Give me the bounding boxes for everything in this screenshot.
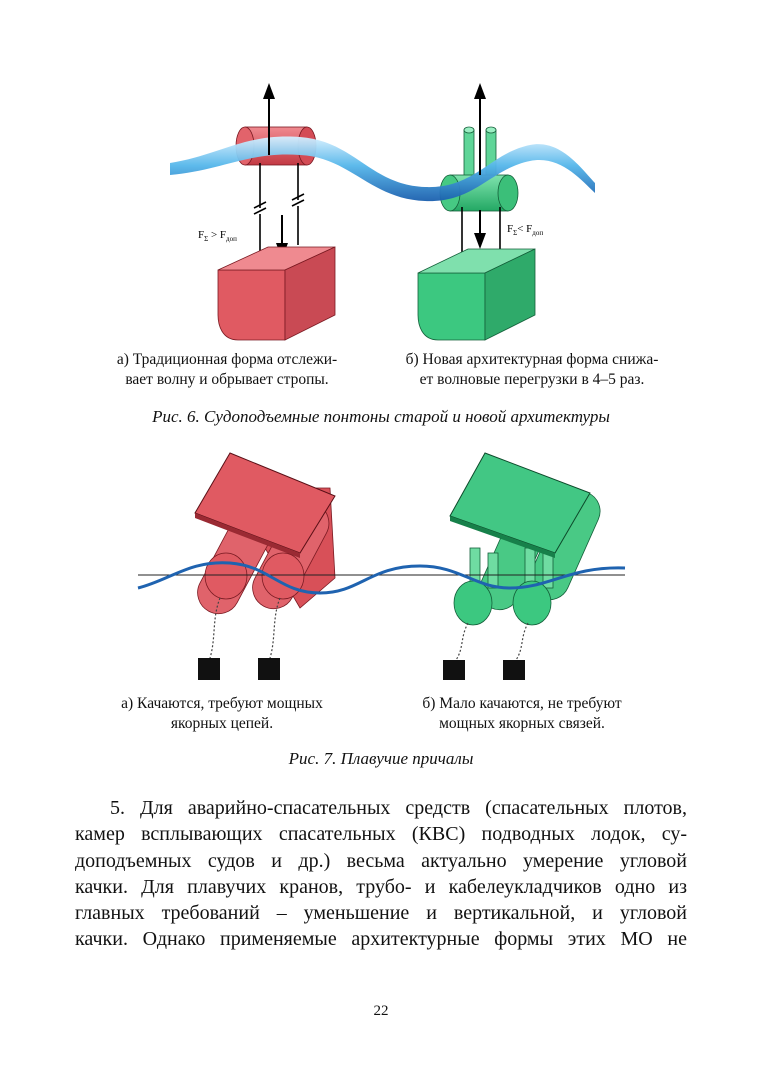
green-up-arrow — [474, 83, 486, 175]
force-label-right: $F_\Sigma< F_{доп}$ — [507, 223, 544, 237]
page-number: 22 — [373, 1003, 389, 1019]
red-floating-dock — [190, 453, 336, 621]
force-label-left: $F_\Sigma > F_{доп}$ — [198, 229, 237, 243]
figure-6-illustration — [150, 75, 610, 350]
paragraph-line: камер всплывающих спасательных (КВС) подводных лодок, су- — [75, 823, 687, 846]
figure-6-title: Рис. 6. Судоподъемные понтоны старой и новой архитектуры — [152, 407, 610, 426]
green-anchor-chains — [456, 623, 528, 660]
paragraph-line: доподъемных судов и др.) весьма актуально умерение угловой — [75, 849, 687, 872]
green-pontoon-box — [418, 249, 535, 340]
paragraph-line: главных требований – уменьшение и вертикальной, и угловой — [75, 902, 687, 925]
figure-6-caption-b: б) Новая архитектурная форма снижа- ет волновые перегрузки в 4–5 раз. — [405, 351, 659, 388]
green-anchor-weight-2 — [503, 660, 525, 680]
paragraph-line: качки. Однако применяемые архитектурные формы этих МО не — [75, 928, 687, 951]
figure-7-caption-b: б) Мало качаются, не требуют мощных якорных связей. — [422, 695, 622, 732]
red-pontoon-box — [218, 247, 335, 340]
paragraph-line: 5. Для аварийно-спасательных средств (спасательных плотов, — [110, 797, 687, 819]
paragraph-line: качки. Для плавучих кранов, трубо- и кабелеукладчиков одно из — [75, 875, 687, 898]
green-anchor-weight-1 — [443, 660, 465, 680]
figure-7-title: Рис. 7. Плавучие причалы — [288, 749, 474, 768]
green-down-arrow — [474, 210, 486, 249]
red-anchor-weight-1 — [198, 658, 220, 680]
figure-6-caption-a: а) Традиционная форма отслежи- вает волну и обрывает стропы. — [116, 351, 338, 388]
figure-7-caption-a: а) Качаются, требуют мощных якорных цепей. — [121, 695, 323, 732]
figure-7-illustration — [130, 448, 630, 693]
body-paragraph — [75, 795, 687, 953]
sea-wave — [170, 137, 595, 202]
green-floating-dock — [450, 453, 606, 625]
red-anchor-weight-2 — [258, 658, 280, 680]
